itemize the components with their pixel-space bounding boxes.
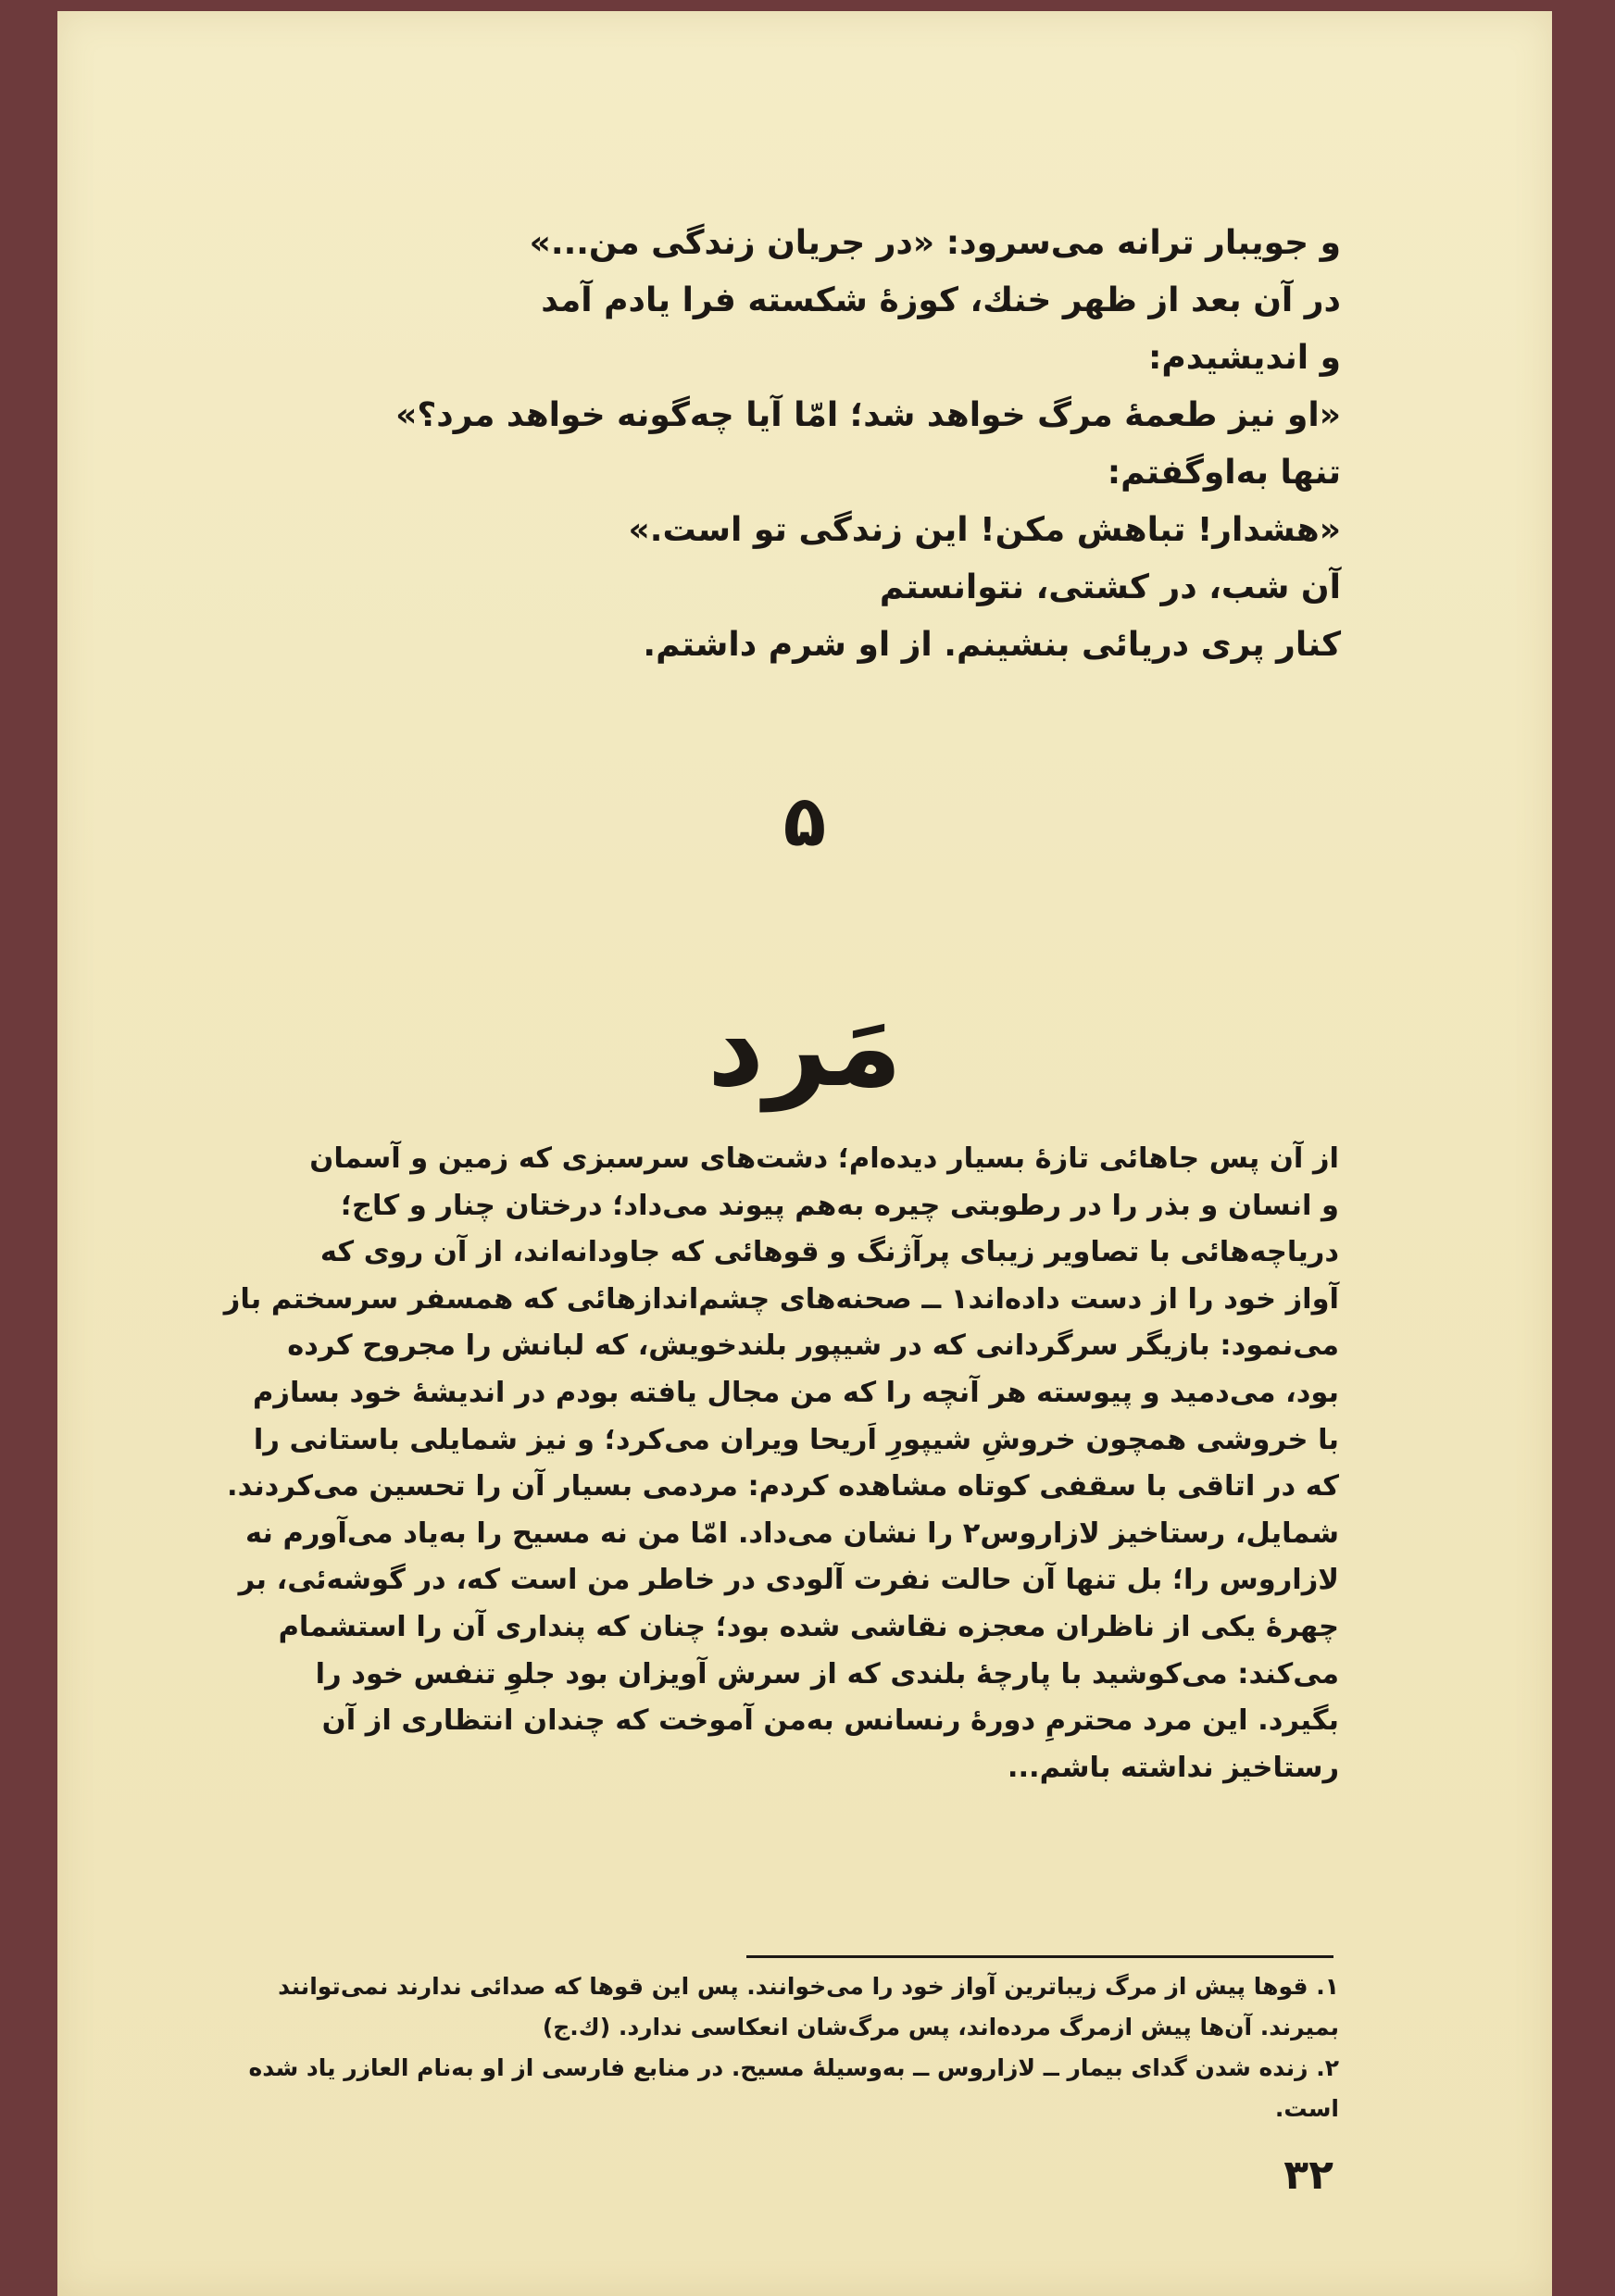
poem-line: آن شب، در كشتی، نتوانستم [879, 568, 1341, 606]
footnote-divider [746, 1955, 1333, 1958]
chapter-title: مَرد [707, 983, 903, 1112]
poem-line: تنها به‌اوگفتم: [1107, 454, 1341, 492]
poem-line: و جویبار ترانه می‌سرود: «در جریان زندگی من...» [529, 224, 1341, 262]
poem-block [276, 215, 1341, 674]
body-paragraph [223, 1136, 1339, 1791]
body-line: آواز خود را از دست داده‌اند۱ ــ صحنه‌های چشم‌اندازهائی كه همسفر سرسختم باز [223, 1282, 1339, 1316]
body-line: با خروشی همچون خروشِ شیپورِ اَریحا ویران می‌كرد؛ و نیز شمایلی باستانی را [253, 1423, 1339, 1456]
footnote-line: است. [1274, 2095, 1339, 2122]
poem-line: در آن بعد از ظهر خنك، كوزهٔ شكسته فرا یادم آمد [541, 281, 1341, 319]
body-line: می‌كند: می‌كوشید با پارچهٔ بلندی كه از سرش آویزان بود جلوِ تنفس خود را [315, 1657, 1339, 1691]
body-line: چهرهٔ یكی از ناظران معجزه نقاشی شده بود؛ چنان كه پنداری آن را استشمام [278, 1610, 1339, 1643]
footnote-line: ۱. قوها پیش از مرگ زیباترین آواز خود را می‌خوانند. پس این قوها كه صدائی ندارند نمی‌توانند [278, 1973, 1339, 2000]
body-line: دریاچه‌هائی با تصاویر زیبای پرآژنگ و قوهائی كه جاودانه‌اند، از آن روی كه [319, 1236, 1339, 1269]
footnote-line: ۲. زنده شدن گدای بیمار ــ لازاروس ــ به‌وسیلهٔ مسیح. در منابع فارسی از او به‌نام العازر یاد شده [248, 2054, 1339, 2081]
poem-line: و اندیشیدم: [1148, 339, 1341, 377]
section-number: ۵ [782, 780, 827, 862]
book-page [57, 11, 1552, 2296]
body-line: لازاروس را؛ بل تنها آن حالت نفرت آلودی در خاطر من است كه، در گوشه‌ئی، بر [238, 1564, 1339, 1597]
body-line: از آن پس جاهائی تازهٔ بسیار دیده‌ام؛ دشت‌های سرسبزی كه زمین و آسمان [309, 1142, 1339, 1175]
footnotes [237, 1966, 1339, 2129]
body-line: بگیرد. این مرد محترمِ دورهٔ رنسانس به‌من آموخت كه چندان انتظاری از آن [321, 1704, 1339, 1738]
body-line: شمایل، رستاخیز لازاروس۲ را نشان می‌داد. امّا من نه مسیح را به‌یاد می‌آورم نه [244, 1516, 1339, 1550]
body-line: و انسان و بذر را در رطوبتی چیره به‌هم پیوند می‌داد؛ درختان چنار و كاج؛ [340, 1189, 1339, 1222]
body-line: می‌نمود: بازیگر سرگردانی كه در شیپور بلندخویش، كه لبانش را مجروح كرده [287, 1329, 1339, 1363]
page-number: ۳۲ [1283, 2152, 1333, 2199]
poem-line: «هشدار! تباهش مكن! این زندگی تو است.» [628, 511, 1341, 549]
footnote-line: بمیرند. آن‌ها پیش ازمرگ مرده‌اند، پس مرگ‌شان انعكاسی ندارد. (ك.ج) [542, 2014, 1339, 2040]
poem-line: «او نیز طعمهٔ مرگ خواهد شد؛ امّا آیا چه‌گونه خواهد مرد؟» [395, 396, 1341, 434]
body-line: كه در اتاقی با سقفی كوتاه مشاهده كردم: مردمی بسیار آن را تحسین می‌كردند. [227, 1470, 1339, 1504]
body-line: بود، می‌دمید و پیوسته هر آنچه را كه من مجال یافته بودم در اندیشهٔ خود بسازم [253, 1376, 1339, 1409]
body-line: رستاخیز نداشته باشم... [1007, 1751, 1339, 1784]
poem-line: كنار پری دریائی بنشینم. از او شرم داشتم. [643, 626, 1341, 664]
